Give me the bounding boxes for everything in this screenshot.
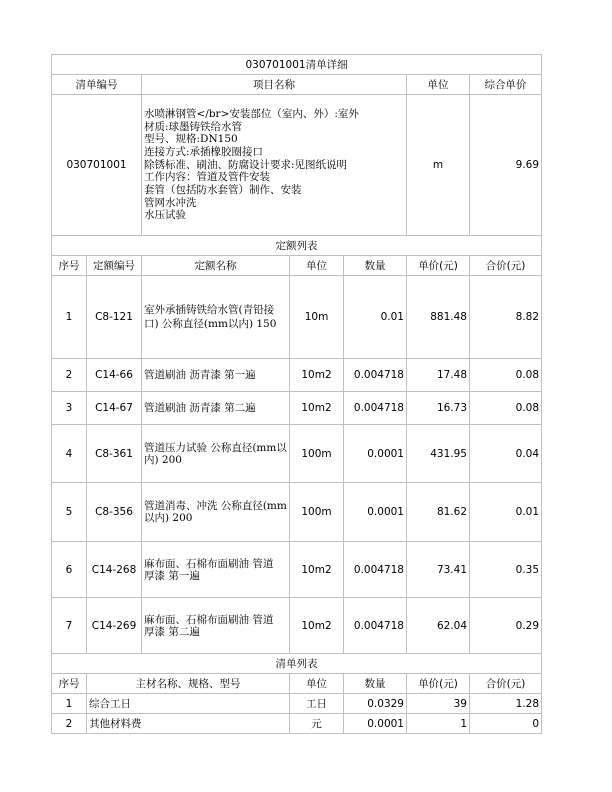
quota-unit-price: 431.95 [407, 425, 470, 483]
quota-unit: 10m2 [290, 542, 344, 598]
bill-desc-line: 管网水冲洗 [144, 196, 197, 209]
bill-unit-header: 单位 [407, 75, 470, 95]
table-row [52, 276, 542, 359]
material-unit: 元 [290, 714, 344, 734]
quota-name: 管道刷油 沥青漆 第一遍 [142, 359, 290, 392]
quota-total: 0.04 [470, 425, 542, 483]
quota-unit-price: 81.62 [407, 483, 470, 542]
quota-total: 0.08 [470, 359, 542, 392]
quota-total: 0.29 [470, 598, 542, 654]
bill-description [142, 95, 407, 236]
quota-qty: 0.0001 [344, 483, 407, 542]
material-section-title: 清单列表 [52, 654, 542, 674]
table-row [52, 694, 542, 714]
quota-unit: 10m2 [290, 392, 344, 425]
material-total-header: 合价(元) [470, 674, 542, 694]
quota-unit: 10m [290, 276, 344, 359]
bill-price-header: 综合单价 [470, 75, 542, 95]
material-no-header: 序号 [52, 674, 87, 694]
material-name: 其他材料费 [87, 714, 290, 734]
quota-qty: 0.004718 [344, 542, 407, 598]
quota-unit-price: 62.04 [407, 598, 470, 654]
material-qty: 0.0329 [344, 694, 407, 714]
quota-section-title: 定额列表 [52, 236, 542, 256]
quota-no: 7 [52, 598, 87, 654]
quota-code: C8-121 [87, 276, 142, 359]
quota-no: 4 [52, 425, 87, 483]
bill-code: 030701001 [52, 95, 142, 236]
quota-code: C8-356 [87, 483, 142, 542]
bill-desc-line: 水喷淋钢管</br>安装部位（室内、外）:室外 [144, 107, 359, 120]
material-total: 0 [470, 714, 542, 734]
quota-qty: 0.01 [344, 276, 407, 359]
quota-code: C14-269 [87, 598, 142, 654]
quota-qty: 0.0001 [344, 425, 407, 483]
quota-no: 1 [52, 276, 87, 359]
quota-name: 管道消毒、冲洗 公称直径(mm以内) 200 [142, 483, 290, 542]
table-row [52, 483, 542, 542]
bill-price: 9.69 [470, 95, 542, 236]
quota-code: C14-66 [87, 359, 142, 392]
quota-code-header: 定额编号 [87, 256, 142, 276]
material-qty-header: 数量 [344, 674, 407, 694]
bill-desc-line: 连接方式:承插橡胶圈接口 [144, 145, 264, 158]
quota-unit: 100m [290, 425, 344, 483]
material-unit: 工日 [290, 694, 344, 714]
material-unit-price: 1 [407, 714, 470, 734]
quota-code: C14-268 [87, 542, 142, 598]
quota-total-header: 合价(元) [470, 256, 542, 276]
bill-desc-line: 水压试验 [144, 209, 186, 222]
quota-qty-header: 数量 [344, 256, 407, 276]
quota-unit-header: 单位 [290, 256, 344, 276]
quota-qty: 0.004718 [344, 598, 407, 654]
quota-unit-price-header: 单价(元) [407, 256, 470, 276]
quota-total: 0.08 [470, 392, 542, 425]
quota-code: C8-361 [87, 425, 142, 483]
bill-desc-line: 材质:球墨铸铁给水管 [144, 120, 243, 133]
quota-no: 5 [52, 483, 87, 542]
quota-unit-price: 16.73 [407, 392, 470, 425]
quota-no: 6 [52, 542, 87, 598]
bill-code-header: 清单编号 [52, 75, 142, 95]
quota-no: 3 [52, 392, 87, 425]
material-no: 2 [52, 714, 87, 734]
quota-name: 管道刷油 沥青漆 第二遍 [142, 392, 290, 425]
quota-name: 室外承插铸铁给水管(青铅接口) 公称直径(mm以内) 150 [142, 276, 290, 359]
table-row [52, 359, 542, 392]
quota-no-header: 序号 [52, 256, 87, 276]
quota-unit: 10m2 [290, 598, 344, 654]
quota-name: 管道压力试验 公称直径(mm以内) 200 [142, 425, 290, 483]
bill-unit: m [407, 95, 470, 236]
material-unit-price-header: 单价(元) [407, 674, 470, 694]
bill-detail-table [51, 54, 542, 734]
quota-unit-price: 73.41 [407, 542, 470, 598]
quota-total: 0.35 [470, 542, 542, 598]
table-row [52, 598, 542, 654]
material-name-header: 主材名称、规格、型号 [87, 674, 290, 694]
material-unit-price: 39 [407, 694, 470, 714]
bill-desc-line: 工作内容：管道及管件安装 [144, 171, 270, 184]
quota-name-header: 定额名称 [142, 256, 290, 276]
table-title: 030701001清单详细 [52, 55, 542, 75]
quota-code: C14-67 [87, 392, 142, 425]
quota-name: 麻布面、石棉布面刷油 管道 厚漆 第一遍 [142, 542, 290, 598]
table-row [52, 425, 542, 483]
material-qty: 0.0001 [344, 714, 407, 734]
quota-qty: 0.004718 [344, 392, 407, 425]
quota-no: 2 [52, 359, 87, 392]
material-name: 综合工日 [87, 694, 290, 714]
quota-name: 麻布面、石棉布面刷油 管道 厚漆 第二遍 [142, 598, 290, 654]
quota-unit-price: 881.48 [407, 276, 470, 359]
quota-unit: 100m [290, 483, 344, 542]
material-unit-header: 单位 [290, 674, 344, 694]
quota-total: 8.82 [470, 276, 542, 359]
bill-name-header: 项目名称 [142, 75, 407, 95]
bill-desc-line: 型号、规格:DN150 [144, 133, 238, 146]
table-row [52, 542, 542, 598]
material-total: 1.28 [470, 694, 542, 714]
table-row [52, 714, 542, 734]
quota-unit: 10m2 [290, 359, 344, 392]
material-no: 1 [52, 694, 87, 714]
table-row [52, 392, 542, 425]
quota-qty: 0.004718 [344, 359, 407, 392]
bill-desc-line: 除锈标准、刷油、防腐设计要求:见图纸说明 [144, 158, 348, 171]
quota-unit-price: 17.48 [407, 359, 470, 392]
bill-desc-line: 套管（包括防水套管）制作、安装 [144, 184, 302, 197]
quota-total: 0.01 [470, 483, 542, 542]
